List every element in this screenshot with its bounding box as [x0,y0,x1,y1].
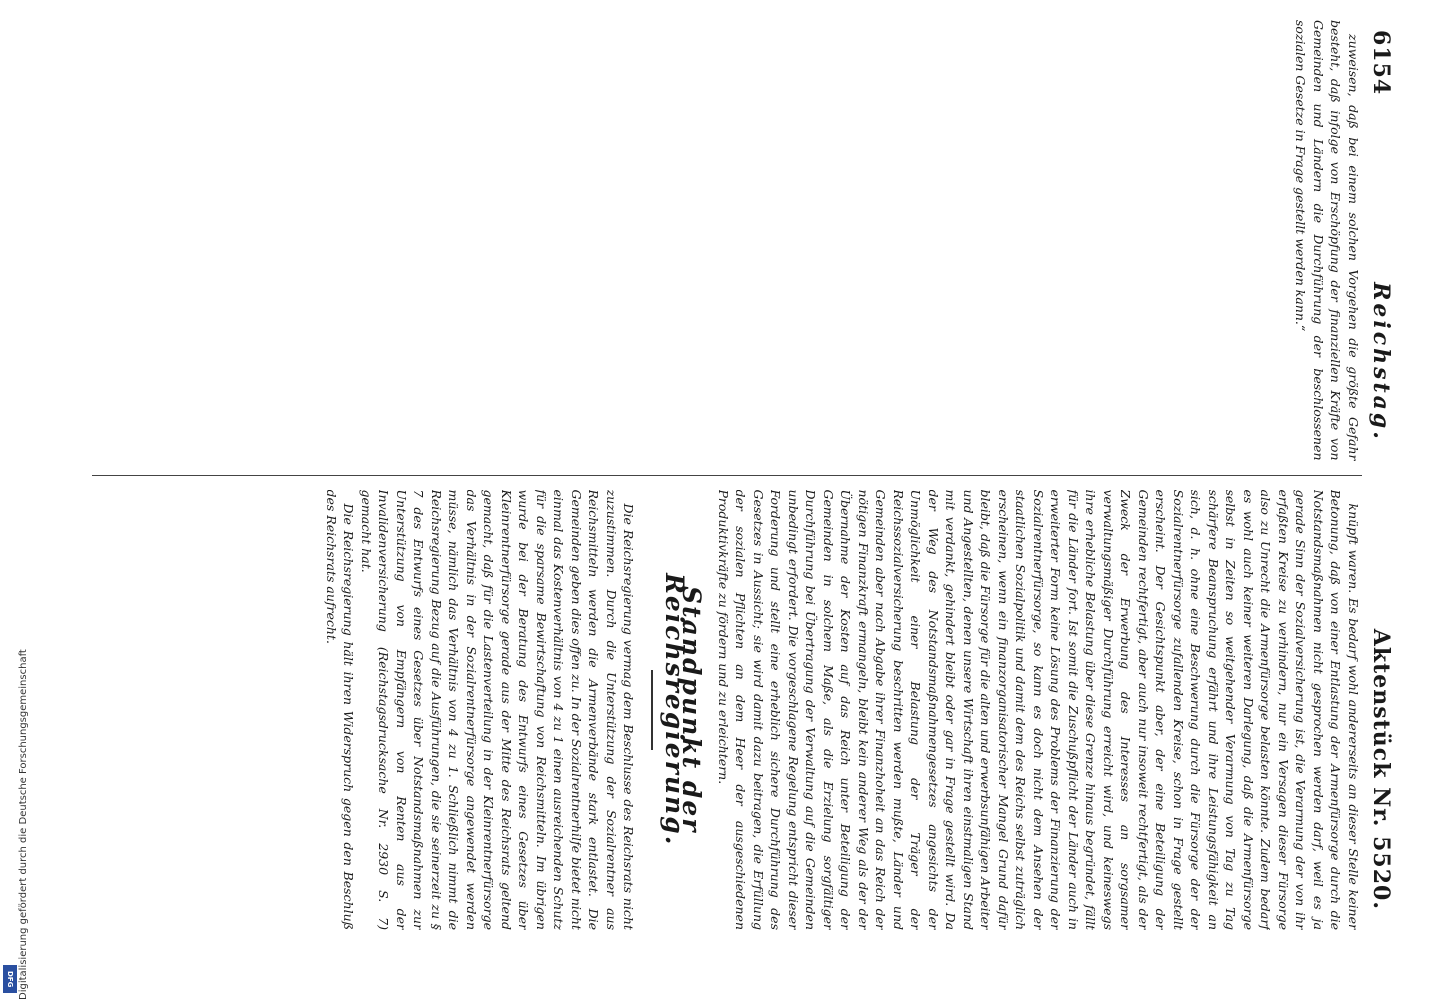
column-divider [92,475,1362,476]
page-title: Reichstag. [1368,282,1394,442]
right-column [92,490,1362,931]
right-paragraph: knüpft waren. Es bedarf wohl andererseits an dieser Stelle keiner Betonung, daß von einer Entlastung der Armenfürsorge durch die Notstandsmaßnahmen nicht gesprochen werden darf, weil es ja gerade Sinn der Sozialversicherung ist, die Verarmung der von ihr erfaßten Kreise zu verhindern, nur ein Versagen dieser Fürsorge also zu Unrecht die Armenfürsorge belasten könnte. Zudem bedarf es wohl auch keiner weiteren Darlegung, daß die Armenfürsorge selbst in Zeiten so weitgehender Verarmung von Tag zu Tag schärfere Beanspruchung erfährt und ihre Leistungsfähigkeit an sich, d. h. ohne eine Beschwerung durch die Fürsorge der der Sozialrentnerfürsorge zufallenden Kreise, schon in Frage gestellt erscheint. Der Gesichtspunkt aber, der eine Beteiligung der Gemeinden rechtfertigt, aber auch nur insoweit rechtfertigt, als der Zweck der Erwerbung des Interesses an sorgsamer verwaltungsmäßiger Durchführung erreicht wird, und keineswegs ihre erhebliche Belastung über diese Grenze hinaus begründet, fällt für die Länder fort. Ist somit die Zuschußpflicht der Länder auch in erweiterter Form keine Lösung des Problems der Finanzierung der Sozialrentnerfürsorge, so kann es doch nicht dem Ansehen der staatlichen Sozialpolitik und damit dem des Reichs selbst zuträglich erscheinen, wenn ein finanzorganisatorischer Mangel Grund dafür bleibt, daß die Fürsorge für die alten und erwerbsunfähigen Arbeiter und Angestellten, denen unsere Wirtschaft ihren einstmaligen Stand mit verdankt, gehindert bleibt oder gar in Frage gestellt wird. Da der Weg des Notstandsmaßnahmengesetzes angesichts der Unmöglichkeit einer Belastung der Träger der Reichssozialversicherung beschritten werden mußte, Länder und Gemeinden aber nach Abgabe ihrer Finanzhoheit an das Reich der nötigen Finanzkraft ermangeln, bleibt kein anderer Weg als der der Übernahme der Kosten auf das Reich unter Beteiligung der Gemeinden in solchem Maße, als die Erzielung sorgfältiger Durchführung bei Übertragung der Verwaltung auf die Gemeinden unbedingt erfordert. Die vorgeschlagene Regelung entspricht dieser Forderung und stellt eine erheblich sichere Durchführung des Gesetzes in Aussicht; sie wird damit dazu beitragen, die Erfüllung der sozialen Pflichten an dem Heer der ausgeschiedenen Produktivkräfte zu fördern und zu erleichtern. [716,489,1361,930]
left-paragraph: zuweisen, daß bei einem solchen Vorgehen die größte Gefahr besteht, daß infolge von Erschöpfung der finanziellen Kräfte von Gemeinden und Ländern die Durchführung der beschlossenen sozialen Gesetze in Frage gestellt werden kann.“ [1293,20,1361,461]
section-heading: Standpunkt der Reichsregierung. [660,573,707,847]
funding-note [4,180,29,1000]
section-paragraph: Die Reichsregierung vermag dem Beschlusse des Reichsrats nicht zuzustimmen. Durch die Unterstützung der Sozialrentner aus Reichsmitteln werden die Armenverbände stark entlastet. Die Gemeinden geben dies offen zu. In der Sozialrentnerhilfe bietet nicht einmal das Kostenverhältnis von 4 zu 1 einen ausreichenden Schutz für die sparsame Bewirtschaftung von Reichsmitteln. Im übrigen wurde bei der Beratung des Entwurfs eines Gesetzes über Kleinrentnerfürsorge gerade aus der Mitte des Reichsrats geltend gemacht, daß für die Lastenverteilung in der Kleinrentnerfürsorge das Verhältnis in der Sozialrentnerfürsorge angewendet werden müsse, nämlich das Verhältnis von 4 zu 1. Schließlich nimmt die Reichsregierung Bezug auf die Ausführungen, die sie seinerzeit zu § 7 des Entwurfs eines Gesetzes über Notstandsmaßnahmen zur Unterstützung von Empfängern von Renten aus der Invalidenversicherung (Reichstagsdrucksache Nr. 2930 S. 7) gemacht hat. [359,489,637,930]
dfg-logo [3,965,17,993]
document-reference: Aktenstück Nr. 5520. [1368,628,1394,910]
section-paragraph: Die Reichsregierung hält ihren Widerspruch gegen den Beschluß des Reichsrats aufrecht. [324,489,357,930]
page-header [1362,20,1394,930]
funding-note-text: Digitalisierung gefördert durch die Deutsche Forschungsgemeinschaft [18,649,29,1000]
left-column [92,20,1362,461]
page-number: 6154 [1368,30,1394,96]
section-rule [652,670,654,750]
dfg-logo-text: DFG [6,970,14,988]
text-columns [92,20,1362,930]
